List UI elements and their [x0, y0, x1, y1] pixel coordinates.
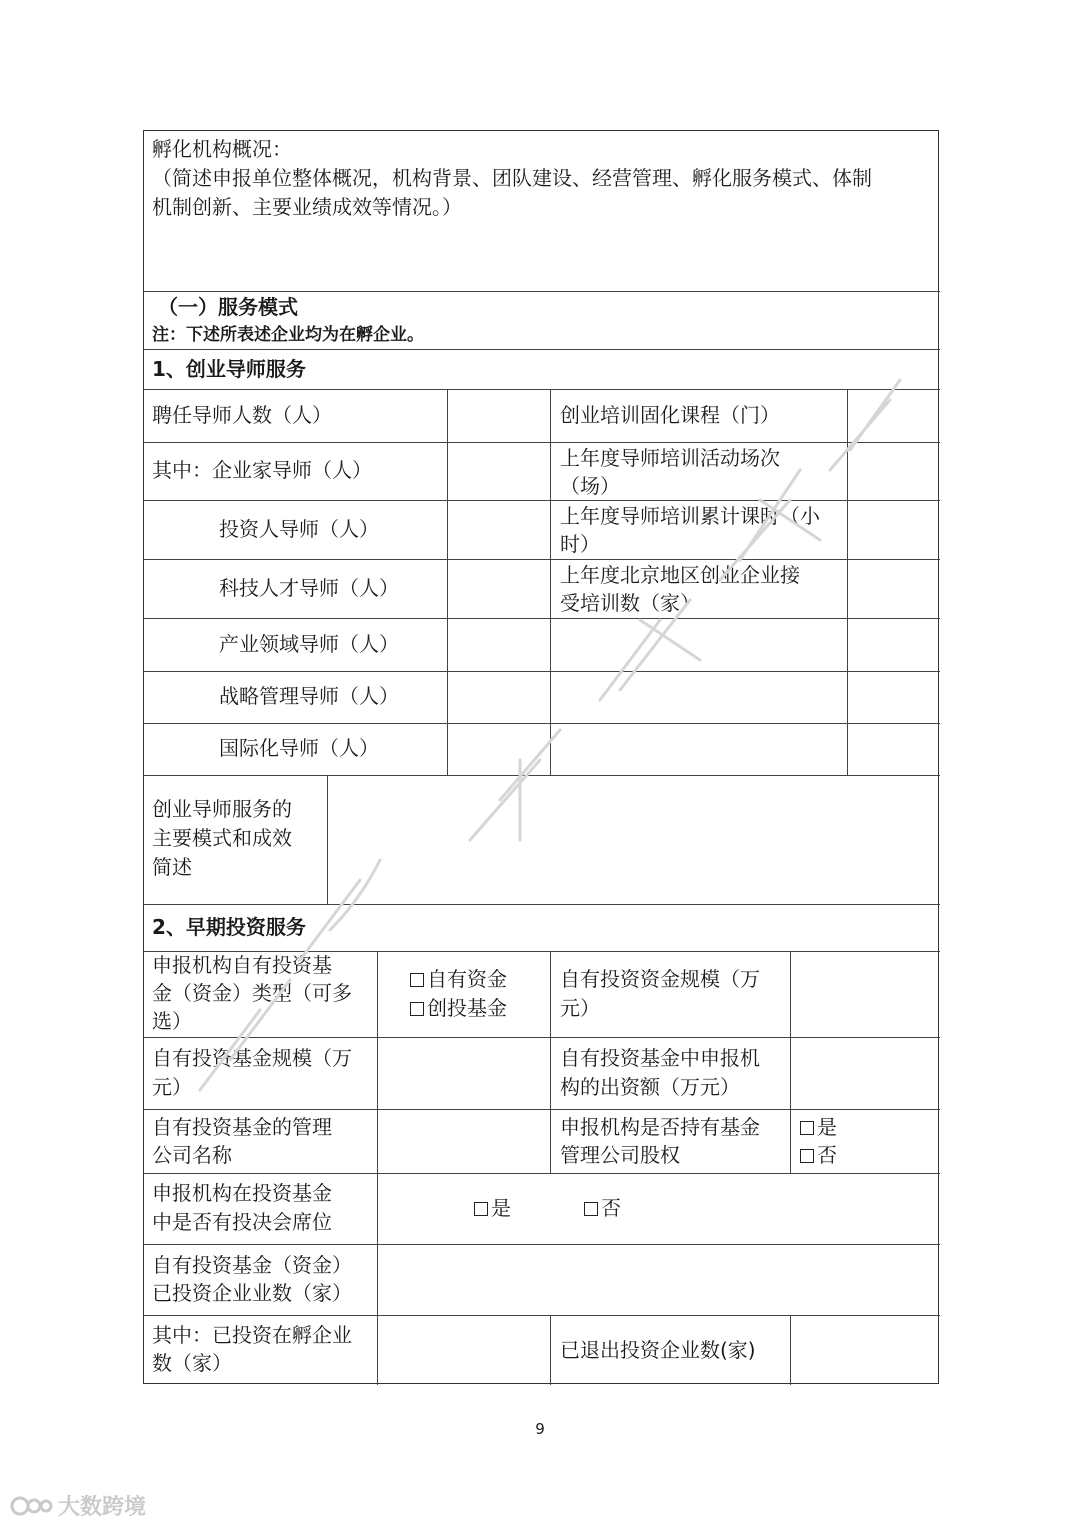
checkbox-icon [800, 1121, 814, 1135]
label-events-l1: 上年度导师培训活动场次 [560, 446, 780, 470]
invest-heading: 2、早期投资服务 [152, 915, 306, 939]
section-note: 注：下述所表述企业均为在孵企业。 [152, 325, 424, 345]
label-invested-l2: 已投资企业业数（家） [152, 1281, 352, 1305]
checkbox-equity-yes[interactable] [800, 1113, 837, 1142]
label-equity-l2: 管理公司股权 [560, 1143, 680, 1167]
label-mgr-l1: 自有投资基金的管理 [152, 1115, 332, 1139]
intro-title: 孵化机构概况： [152, 137, 292, 161]
label-fund-type-l2: 金（资金）类型（可多 [152, 981, 352, 1005]
checkbox-icon [584, 1202, 598, 1216]
intro-desc-line1: （简述申报单位整体概况，机构背景、团队建设、经营管理、孵化服务模式、体制 [152, 166, 872, 190]
intro-desc-line2: 机制创新、主要业绩成效等情况。） [152, 195, 462, 219]
label-tech-mentors: 科技人才导师（人） [219, 576, 399, 600]
label-mgr-l2: 公司名称 [152, 1143, 232, 1167]
checkbox-equity-no[interactable] [800, 1141, 837, 1170]
brand-logo-text: 大数跨境 [58, 1495, 147, 1520]
label-industry-mentors: 产业领域导师（人） [219, 632, 399, 656]
label-incubated-l1: 其中：已投资在孵企业 [152, 1323, 352, 1347]
option-yes-label: 是 [817, 1115, 837, 1139]
checkbox-vc-fund[interactable] [410, 994, 507, 1023]
option-vc-fund-label: 创投基金 [427, 996, 507, 1020]
checkbox-icon [800, 1149, 814, 1163]
label-international-mentors: 国际化导师（人） [219, 736, 379, 760]
label-invested-l1: 自有投资基金（资金） [152, 1253, 352, 1277]
label-trained-l1: 上年度北京地区创业企业接 [560, 563, 800, 587]
label-contrib-l2: 构的出资额（万元） [560, 1075, 740, 1099]
label-fund-type-l1: 申报机构自有投资基 [152, 953, 332, 977]
checkbox-seat-no[interactable] [584, 1194, 621, 1223]
label-hours-l2: 时） [560, 532, 600, 556]
label-seat-l2: 中是否有投决会席位 [152, 1210, 332, 1234]
checkbox-icon [474, 1202, 488, 1216]
checkbox-icon [410, 973, 424, 987]
section-heading: （一）服务模式 [158, 295, 298, 319]
brand-logo-icon [10, 1493, 54, 1519]
label-trained-l2: 受培训数（家） [560, 591, 700, 615]
label-investor-mentors: 投资人导师（人） [219, 517, 379, 541]
label-own-scale-l1: 自有投资资金规模（万 [560, 967, 760, 991]
option-no-label: 否 [817, 1143, 837, 1167]
label-fund-scale-l2: 元） [152, 1075, 192, 1099]
label-entrepreneur-mentors: 其中：企业家导师（人） [152, 458, 372, 482]
page-number: 9 [535, 1420, 545, 1438]
label-courses: 创业培训固化课程（门） [560, 403, 780, 427]
label-exited: 已退出投资企业数(家) [560, 1338, 756, 1362]
label-fund-type-l3: 选） [152, 1009, 192, 1033]
option-yes-label: 是 [491, 1196, 511, 1220]
label-strategy-mentors: 战略管理导师（人） [219, 684, 399, 708]
checkbox-icon [410, 1002, 424, 1016]
label-equity-l1: 申报机构是否持有基金 [560, 1115, 760, 1139]
label-events-l2: （场） [560, 474, 620, 498]
label-summary-l3: 简述 [152, 855, 192, 879]
label-own-scale-l2: 元） [560, 996, 600, 1020]
label-hired-mentors: 聘任导师人数（人） [152, 403, 332, 427]
mentor-heading: 1、创业导师服务 [152, 357, 306, 381]
label-fund-scale-l1: 自有投资基金规模（万 [152, 1046, 352, 1070]
label-hours-l1: 上年度导师培训累计课时（小 [560, 504, 820, 528]
brand-logo [10, 1490, 146, 1521]
label-summary-l2: 主要模式和成效 [152, 826, 292, 850]
checkbox-seat-yes[interactable] [474, 1194, 511, 1223]
option-own-funds-label: 自有资金 [427, 967, 507, 991]
application-form-table [143, 130, 939, 1384]
label-seat-l1: 申报机构在投资基金 [152, 1181, 332, 1205]
label-summary-l1: 创业导师服务的 [152, 797, 292, 821]
label-contrib-l1: 自有投资基金中申报机 [560, 1046, 760, 1070]
option-no-label: 否 [601, 1196, 621, 1220]
label-incubated-l2: 数（家） [152, 1351, 232, 1375]
checkbox-own-funds[interactable] [410, 965, 507, 994]
